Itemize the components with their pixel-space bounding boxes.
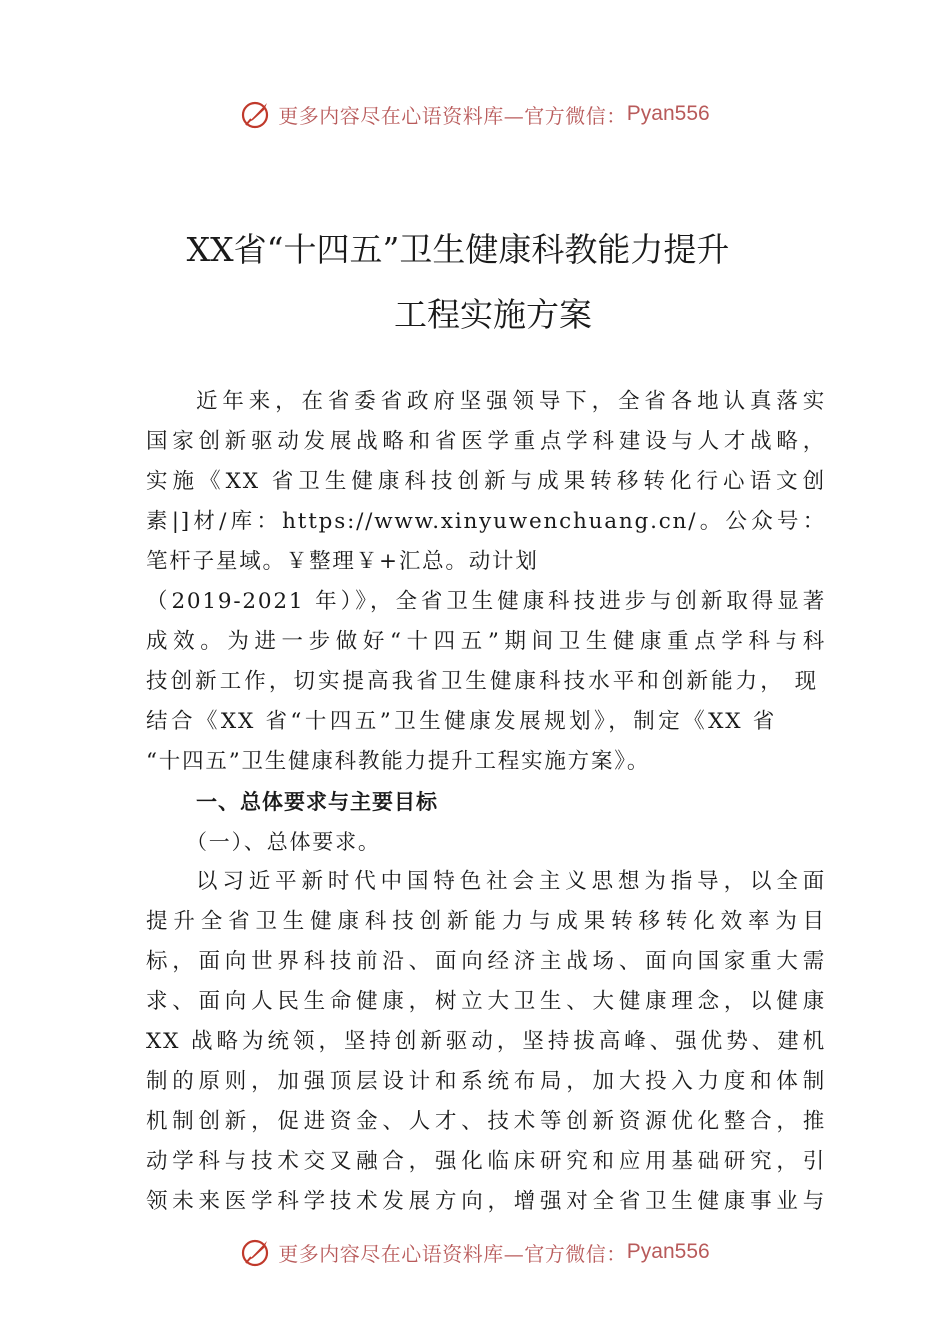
body-line: 笔杆子星域。￥整理￥+汇总。动计划 (146, 549, 539, 574)
watermark-banner-bottom (0, 1232, 950, 1272)
body-line: 近年来，在省委省政府坚强领导下，全省各地认真落实 (196, 389, 826, 414)
body-line: 以习近平新时代中国特色社会主义思想为指导，以全面 (196, 869, 826, 894)
body-line: 成效。为进一步做好“十四五”期间卫生健康重点学科与科 (146, 629, 826, 654)
body-line: 提升全省卫生健康科技创新能力与成果转移转化效率为目 (146, 909, 826, 934)
body-line: 国家创新驱动发展战略和省医学重点学科建设与人才战略， (146, 429, 826, 454)
body-line: 实施《XX 省卫生健康科技创新与成果转移转化行心语文创 (146, 469, 826, 494)
body-line: 技创新工作，切实提高我省卫生健康科技水平和创新能力， 现 (146, 669, 818, 694)
document-body (146, 382, 826, 1222)
watermark-text: 更多内容尽在心语资料库—官方微信： (278, 1241, 627, 1266)
body-line: 标，面向世界科技前沿、面向经济主战场、面向国家重大需 (146, 949, 826, 974)
body-line: XX 战略为统领，坚持创新驱动，坚持拔高峰、强优势、建机 (146, 1029, 826, 1054)
body-line: 素|]材/库：https://www.xinyuwenchuang.cn/。公众号： (146, 509, 826, 534)
body-line: 制的原则，加强顶层设计和系统布局，加大投入力度和体制 (146, 1069, 826, 1094)
quill-pen-logo-icon (240, 1236, 272, 1268)
body-line: 结合《XX 省“十四五”卫生健康发展规划》，制定《XX 省 (146, 709, 776, 734)
document-title-line-2: 工程实施方案 (394, 295, 592, 334)
body-line: 求、面向人民生命健康，树立大卫生、大健康理念，以健康 (146, 989, 826, 1014)
watermark-text: 更多内容尽在心语资料库—官方微信： (278, 103, 627, 128)
section-heading: 一、总体要求与主要目标 (196, 790, 438, 814)
quill-pen-logo-icon (240, 98, 272, 130)
subsection-heading: （一）、总体要求。 (186, 830, 381, 854)
body-line: 机制创新，促进资金、人才、技术等创新资源优化整合，推 (146, 1109, 826, 1134)
document-title-line-1: XX省“十四五”卫生健康科教能力提升 (186, 230, 730, 269)
watermark-banner-top (0, 94, 950, 134)
body-line: （2019-2021 年）》，全省卫生健康科技进步与创新取得显著 (146, 589, 826, 614)
wechat-id: Pyan556 (626, 102, 710, 125)
body-line: 领未来医学科学技术发展方向，增强对全省卫生健康事业与 (146, 1189, 826, 1214)
body-line: “十四五”卫生健康科教能力提升工程实施方案》。 (146, 749, 651, 774)
wechat-id: Pyan556 (626, 1240, 710, 1263)
body-line: 动学科与技术交叉融合，强化临床研究和应用基础研究，引 (146, 1149, 826, 1174)
